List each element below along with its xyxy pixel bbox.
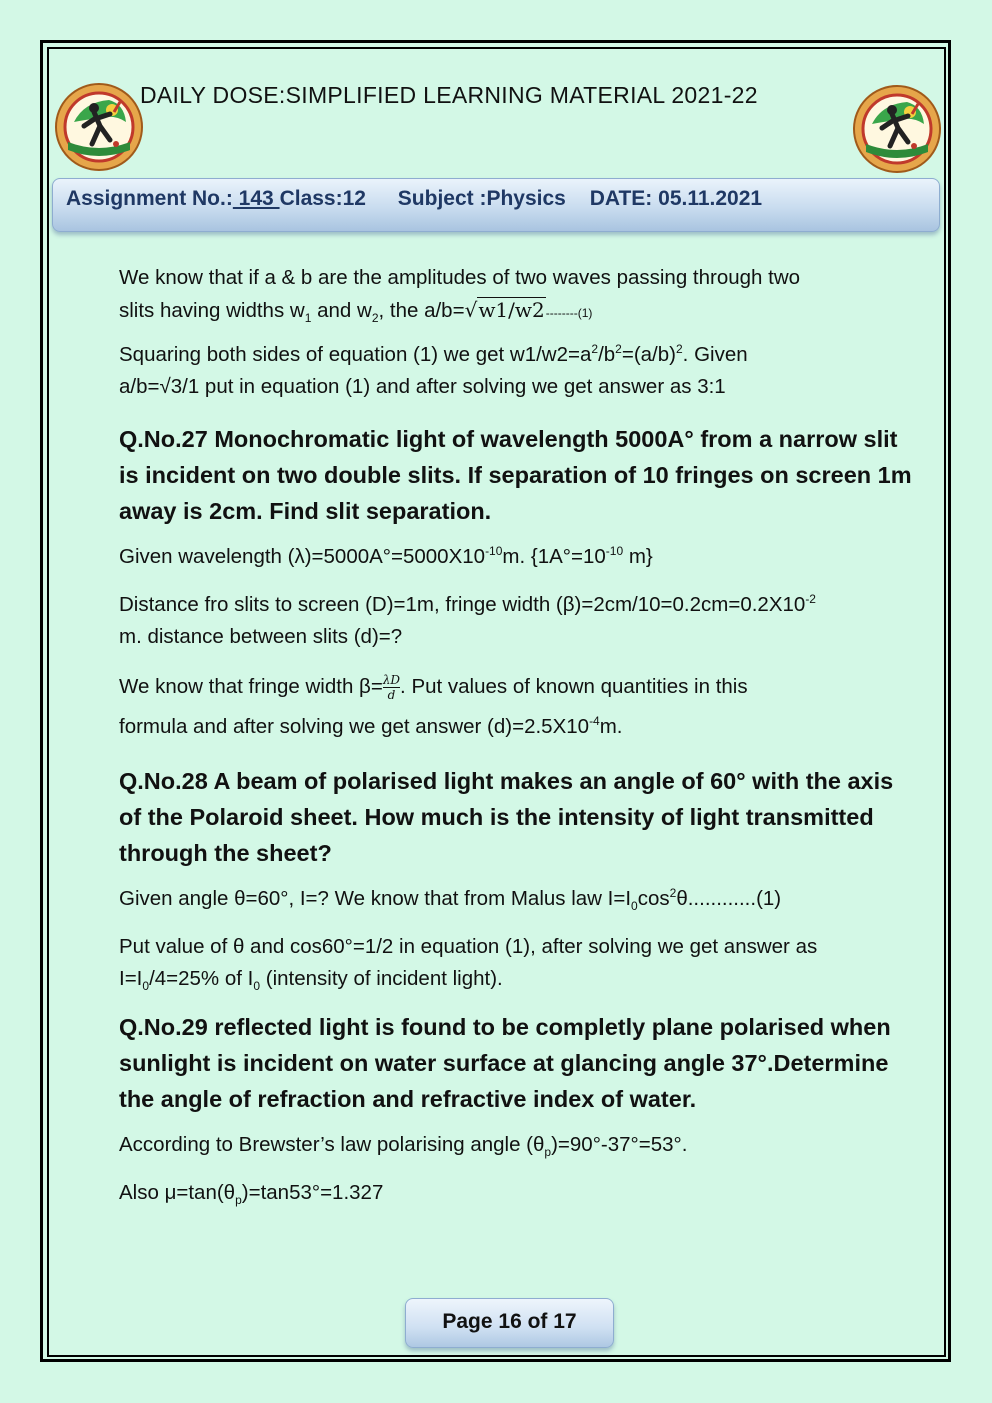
answer-28-malus: Given angle θ=60°, I=? We know that from Malus law $I=I_0\cos^2\theta............(1)$	[119, 886, 782, 914]
answer-29-brewster: According to Brewster’s law polarising angle $(\theta_p)=90^\circ-37^\circ=53^\circ$.	[119, 1133, 688, 1160]
paragraph-amplitude: We know that if a & b are the amplitudes of two waves passing through two slits having widths $w_1$ and $w_2$, the a/b=√w1/w2--------(1)	[119, 266, 801, 326]
assignment-label: Assignment No.:	[66, 187, 233, 210]
answer-29-index: Also $\mu=\tan(\theta_p)=\tan 53^\circ=1.327$	[119, 1181, 384, 1208]
question-29: Q.No.29 reflected light is found to be completly plane polarised when sunlight is incident on water surface at glancing angle 37°.Determine the angle of refraction and refractive index of water.	[119, 1014, 891, 1112]
question-28: Q.No.28 A beam of polarised light makes an angle of 60° with the axis of the Polaroid sheet. How much is the intensity of light transmitted through the sheet?	[119, 768, 894, 866]
sqrt-expression: √w1/w2	[464, 298, 545, 322]
answer-27-distance: Distance fro slits to screen (D)=1m, fringe width $(\beta)=2cm/10=0.2cm=0.2X10^{-2}$ m. distance between slits (d)=?	[119, 592, 816, 648]
school-logo-left	[54, 82, 144, 172]
school-logo-right	[852, 84, 942, 174]
page-number: Page 16 of 17	[405, 1298, 614, 1348]
date-text: DATE: 05.11.2021	[589, 187, 763, 210]
subject-text: Subject :Physics	[397, 187, 566, 210]
answer-28-result: Put value of θ and cos60°=1/2 in equation (1), after solving we get answer as $I=I_0/4=25\%$ of $I_0$ (intensity of incident light).	[119, 935, 818, 994]
question-27: Q.No.27 Monochromatic light of wavelength 5000A° from a narrow slit is incident on two double slits. If separation of 10 fringes on screen 1m away is 2cm. Find slit separation.	[119, 426, 912, 524]
assignment-info	[66, 187, 762, 211]
assignment-number: 143	[232, 187, 280, 210]
class-text: Class:12	[279, 187, 366, 210]
header-title: DAILY DOSE:SIMPLIFIED LEARNING MATERIAL 2021-22	[140, 82, 758, 108]
answer-27-formula: We know that fringe width β= $\frac{\lambda D}{d}$ . Put values of known quantities in this formula and after solving we get answer $(d)=2.5X10^{-4}m$.	[119, 673, 748, 738]
content-body	[119, 262, 919, 1209]
answer-27-wavelength: Given wavelength $(\lambda)=5000A^\circ=5000X10^{-10}m$. {$1A^\circ=10^{-10}$ m}	[119, 544, 653, 568]
paragraph-squaring: Squaring both sides of equation (1) we get $w1/w2=a^2/b^2=(a/b)^2$. Given a/b=√3/1 put in equation (1) and after solving we get answer as 3:1	[119, 342, 748, 398]
fringe-width-fraction: $\frac{\lambda D}{d}$	[382, 673, 401, 703]
